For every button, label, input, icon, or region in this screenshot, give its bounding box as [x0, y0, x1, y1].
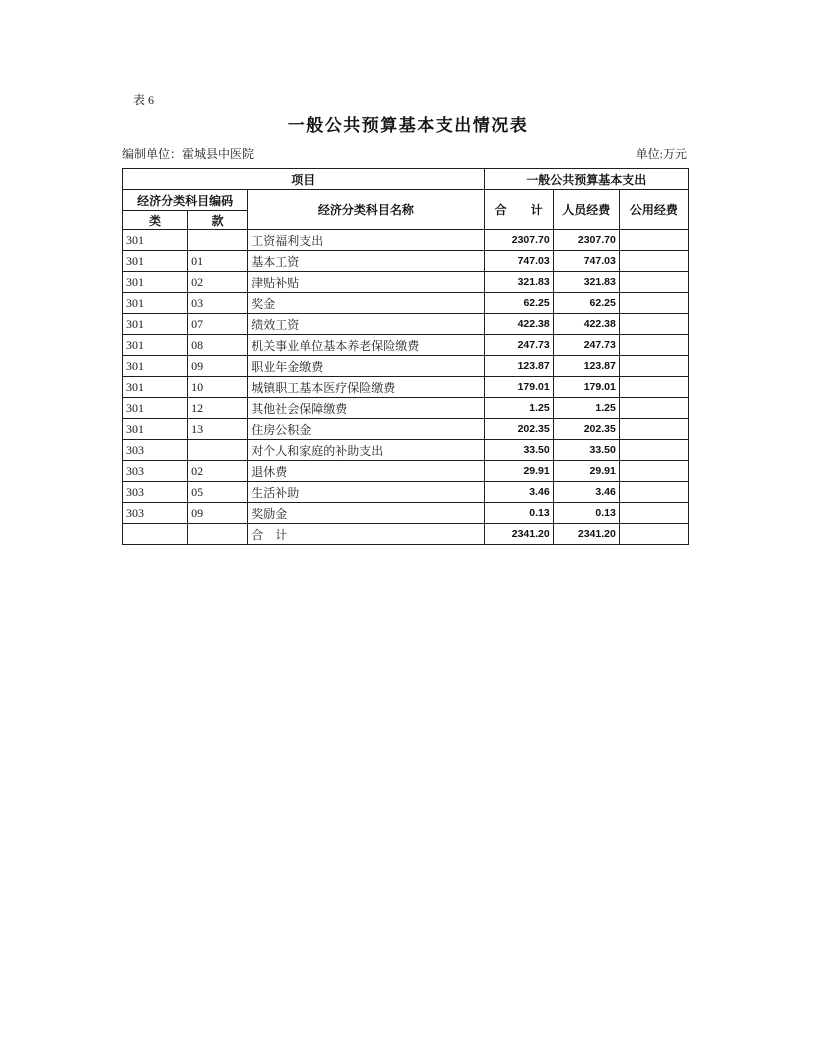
cell-total: 1.25	[484, 398, 553, 419]
cell-total: 33.50	[484, 440, 553, 461]
cell-personnel: 179.01	[553, 377, 619, 398]
table-row	[123, 377, 689, 398]
cell-class-code: 303	[123, 482, 188, 503]
cell-subject-name: 住房公积金	[248, 419, 484, 440]
header-row-2	[123, 190, 689, 211]
cell-section-code: 03	[188, 293, 248, 314]
cell-subject-name: 其他社会保障缴费	[248, 398, 484, 419]
cell-personnel: 747.03	[553, 251, 619, 272]
budget-expenditure-table	[122, 168, 689, 545]
cell-class-code: 303	[123, 503, 188, 524]
cell-public	[619, 314, 688, 335]
cell-class-code: 301	[123, 251, 188, 272]
header-section: 款	[188, 211, 248, 230]
table-row	[123, 272, 689, 293]
cell-personnel: 247.73	[553, 335, 619, 356]
table-row	[123, 461, 689, 482]
header-class: 类	[123, 211, 188, 230]
table-row	[123, 230, 689, 251]
table-row	[123, 398, 689, 419]
table-row	[123, 251, 689, 272]
cell-personnel: 62.25	[553, 293, 619, 314]
header-project: 项目	[123, 169, 485, 190]
cell-class-code: 301	[123, 419, 188, 440]
cell-total: 3.46	[484, 482, 553, 503]
cell-subject-name: 工资福利支出	[248, 230, 484, 251]
cell-class-code: 301	[123, 230, 188, 251]
cell-total: 422.38	[484, 314, 553, 335]
cell-subject-name: 绩效工资	[248, 314, 484, 335]
cell-subject-name: 对个人和家庭的补助支出	[248, 440, 484, 461]
cell-subject-name: 生活补助	[248, 482, 484, 503]
cell-class-code: 301	[123, 272, 188, 293]
cell-subject-name: 职业年金缴费	[248, 356, 484, 377]
cell-section-code	[188, 524, 248, 545]
cell-total: 0.13	[484, 503, 553, 524]
header-subject-name: 经济分类科目名称	[248, 190, 484, 230]
cell-section-code: 02	[188, 272, 248, 293]
table-row	[123, 524, 689, 545]
cell-personnel: 33.50	[553, 440, 619, 461]
cell-section-code: 13	[188, 419, 248, 440]
cell-personnel: 202.35	[553, 419, 619, 440]
cell-section-code: 02	[188, 461, 248, 482]
cell-personnel: 2307.70	[553, 230, 619, 251]
cell-public	[619, 251, 688, 272]
cell-public	[619, 356, 688, 377]
table-number-label: 表 6	[133, 93, 155, 107]
cell-class-code: 301	[123, 314, 188, 335]
cell-class-code: 301	[123, 293, 188, 314]
table-row	[123, 293, 689, 314]
cell-personnel: 0.13	[553, 503, 619, 524]
prepared-by-label: 编制单位：霍城县中医院	[122, 147, 255, 161]
cell-total: 123.87	[484, 356, 553, 377]
header-row-1	[123, 169, 689, 190]
cell-public	[619, 440, 688, 461]
cell-section-code: 01	[188, 251, 248, 272]
cell-class-code: 301	[123, 335, 188, 356]
cell-subject-name: 奖金	[248, 293, 484, 314]
cell-total: 2341.20	[484, 524, 553, 545]
cell-public	[619, 272, 688, 293]
cell-personnel: 2341.20	[553, 524, 619, 545]
cell-subject-name: 城镇职工基本医疗保险缴费	[248, 377, 484, 398]
cell-public	[619, 503, 688, 524]
cell-public	[619, 482, 688, 503]
cell-personnel: 3.46	[553, 482, 619, 503]
table-row	[123, 440, 689, 461]
cell-subject-name: 机关事业单位基本养老保险缴费	[248, 335, 484, 356]
unit-label: 单位:万元	[635, 147, 687, 161]
cell-total: 247.73	[484, 335, 553, 356]
cell-total: 2307.70	[484, 230, 553, 251]
cell-section-code: 09	[188, 356, 248, 377]
table-row	[123, 482, 689, 503]
table-row	[123, 335, 689, 356]
cell-personnel: 29.91	[553, 461, 619, 482]
cell-personnel: 321.83	[553, 272, 619, 293]
cell-personnel: 422.38	[553, 314, 619, 335]
cell-total: 179.01	[484, 377, 553, 398]
cell-public	[619, 230, 688, 251]
cell-personnel: 123.87	[553, 356, 619, 377]
header-budget-group: 一般公共预算基本支出	[484, 169, 688, 190]
meta-row	[122, 145, 687, 162]
cell-total: 202.35	[484, 419, 553, 440]
cell-total: 62.25	[484, 293, 553, 314]
cell-personnel: 1.25	[553, 398, 619, 419]
table-row	[123, 314, 689, 335]
cell-section-code: 09	[188, 503, 248, 524]
cell-public	[619, 377, 688, 398]
cell-public	[619, 335, 688, 356]
cell-subject-name: 基本工资	[248, 251, 484, 272]
header-code-group: 经济分类科目编码	[123, 190, 248, 211]
cell-subject-name: 津贴补贴	[248, 272, 484, 293]
cell-section-code: 07	[188, 314, 248, 335]
cell-public	[619, 293, 688, 314]
cell-total: 29.91	[484, 461, 553, 482]
cell-public	[619, 419, 688, 440]
header-personnel: 人员经费	[553, 190, 619, 230]
cell-class-code: 301	[123, 398, 188, 419]
cell-class-code: 301	[123, 377, 188, 398]
cell-subject-name: 退休费	[248, 461, 484, 482]
table-row	[123, 503, 689, 524]
table-row	[123, 419, 689, 440]
cell-section-code	[188, 230, 248, 251]
cell-section-code: 10	[188, 377, 248, 398]
cell-total: 747.03	[484, 251, 553, 272]
page-title: 一般公共预算基本支出情况表	[287, 116, 529, 135]
cell-class-code	[123, 524, 188, 545]
cell-subject-name: 奖励金	[248, 503, 484, 524]
cell-section-code: 08	[188, 335, 248, 356]
cell-subject-name: 合 计	[248, 524, 484, 545]
cell-section-code: 12	[188, 398, 248, 419]
cell-section-code	[188, 440, 248, 461]
cell-section-code: 05	[188, 482, 248, 503]
header-public: 公用经费	[619, 190, 688, 230]
cell-public	[619, 524, 688, 545]
cell-class-code: 301	[123, 356, 188, 377]
table-row	[123, 356, 689, 377]
header-total: 合 计	[484, 190, 553, 230]
cell-total: 321.83	[484, 272, 553, 293]
cell-class-code: 303	[123, 461, 188, 482]
cell-public	[619, 461, 688, 482]
cell-public	[619, 398, 688, 419]
cell-class-code: 303	[123, 440, 188, 461]
